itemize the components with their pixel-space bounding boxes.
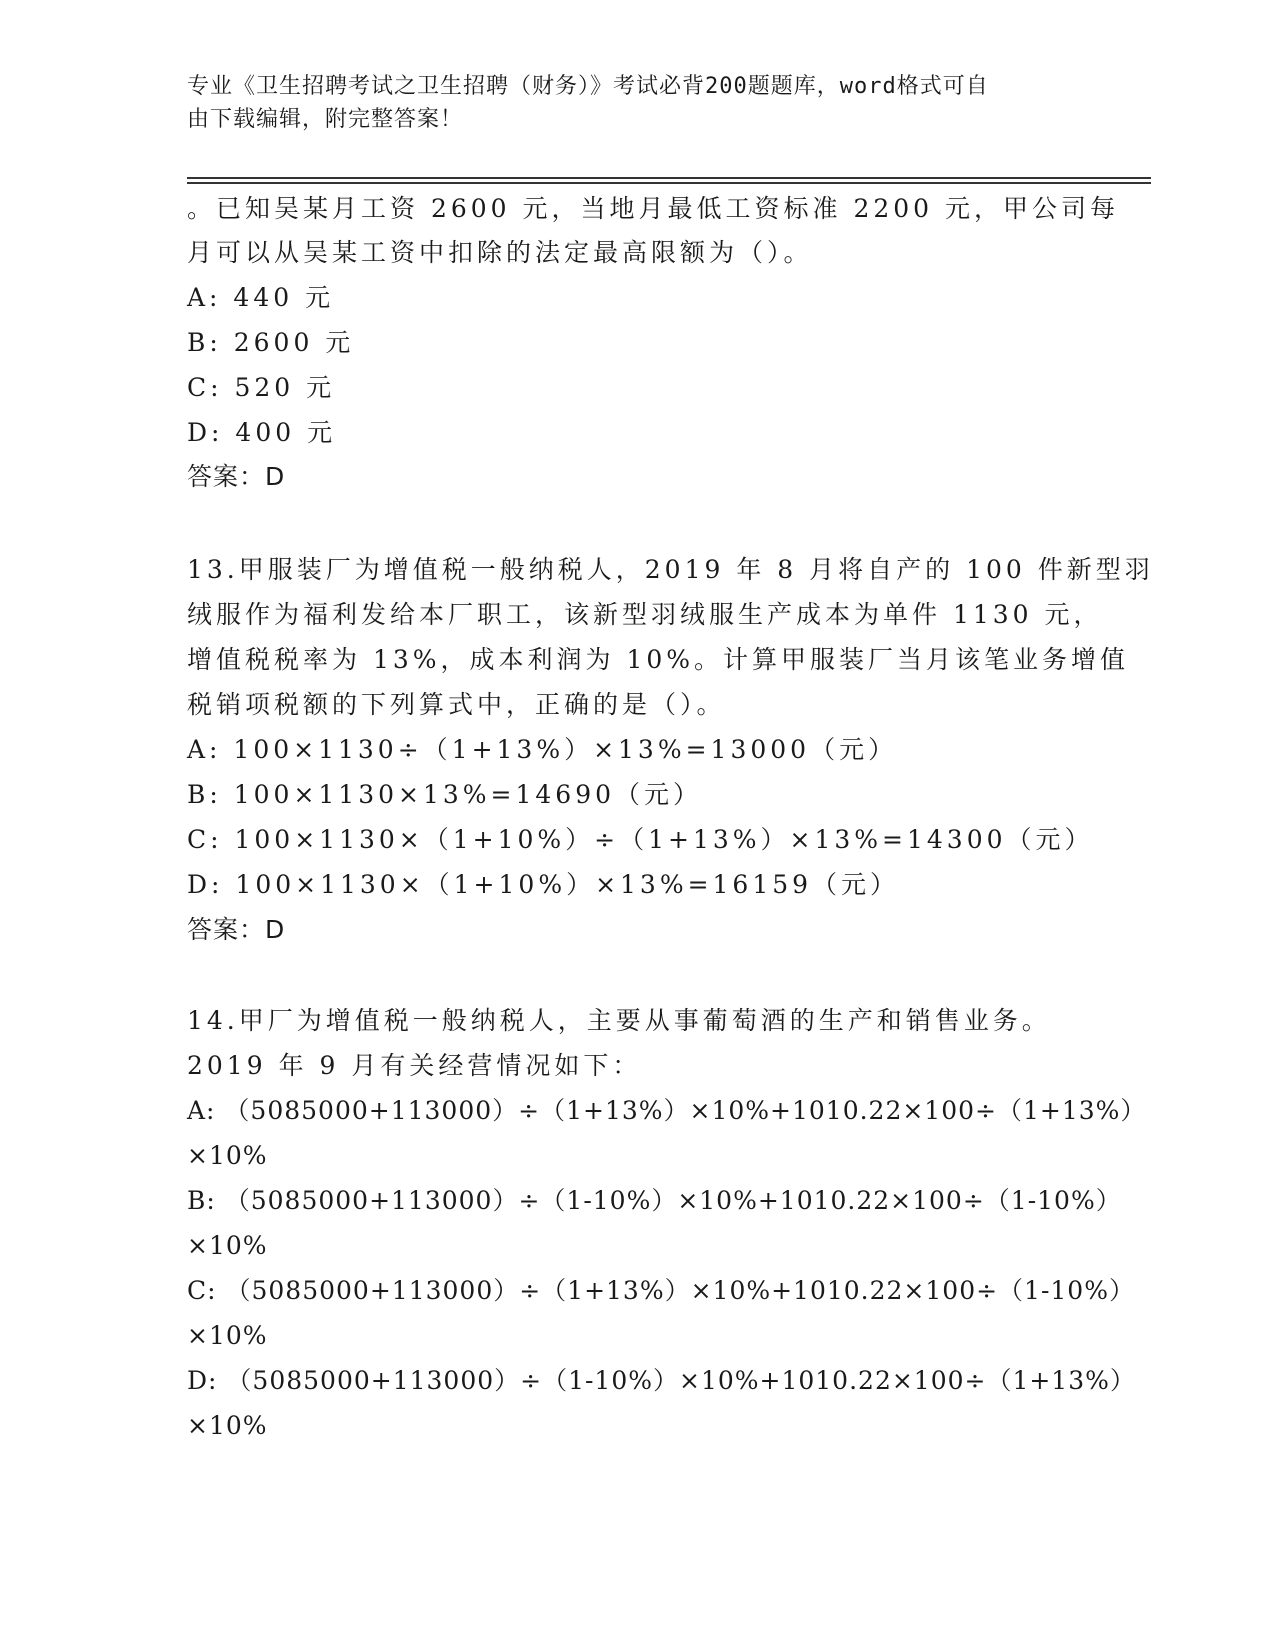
- q12-option-b: B: 2600 元: [187, 328, 355, 357]
- q12-option-c: C: 520 元: [187, 373, 336, 402]
- header-line-1: 专业《卫生招聘考试之卫生招聘（财务）》考试必背200题题库，word格式可自: [187, 74, 989, 99]
- q13-stem-line-3: 增值税税率为 13%，成本利润为 10%。计算甲服装厂当月该笔业务增值: [187, 645, 1130, 674]
- header-divider-top: [187, 177, 1151, 179]
- q14-stem-line-2: 2019 年 9 月有关经营情况如下：: [187, 1051, 642, 1080]
- q13-option-a: A: 100×1130÷（1+13%）×13%=13000（元）: [187, 735, 898, 764]
- q13-stem-line-4: 税销项税额的下列算式中，正确的是（）。: [187, 690, 726, 719]
- q14-option-d-line-2: ×10%: [187, 1411, 268, 1440]
- q14-option-d-line-1: D: （5085000+113000）÷（1-10%）×10%+1010.22×100÷（1+13%）: [187, 1366, 1136, 1395]
- q13-option-c: C: 100×1130×（1+10%）÷（1+13%）×13%=14300（元）: [187, 825, 1094, 854]
- document-header: [187, 70, 1087, 136]
- q14-option-c-line-2: ×10%: [187, 1321, 268, 1350]
- q14-option-c-line-1: C: （5085000+113000）÷（1+13%）×10%+1010.22×100÷（1-10%）: [187, 1276, 1135, 1305]
- q13-stem-line-1: 13.甲服装厂为增值税一般纳税人，2019 年 8 月将自产的 100 件新型羽: [187, 555, 1154, 584]
- q12-option-a: A: 440 元: [187, 283, 335, 312]
- header-line-2: 由下载编辑，附完整答案！: [187, 107, 464, 132]
- q13-option-d: D: 100×1130×（1+10%）×13%=16159（元）: [187, 870, 900, 899]
- header-divider-bottom: [187, 182, 1151, 184]
- q12-option-d: D: 400 元: [187, 418, 337, 447]
- q13-option-b: B: 100×1130×13%=14690（元）: [187, 780, 703, 809]
- q14-option-b-line-2: ×10%: [187, 1231, 268, 1260]
- q13-stem-line-2: 绒服作为福利发给本厂职工，该新型羽绒服生产成本为单件 1130 元，: [187, 600, 1103, 629]
- q14-option-b-line-1: B: （5085000+113000）÷（1-10%）×10%+1010.22×100÷（1-10%）: [187, 1186, 1122, 1215]
- q13-answer: 答案：D: [187, 915, 286, 944]
- q14-stem-line-1: 14.甲厂为增值税一般纳税人，主要从事葡萄酒的生产和销售业务。: [187, 1006, 1051, 1035]
- q12-answer: 答案：D: [187, 462, 286, 491]
- q14-option-a-line-1: A: （5085000+113000）÷（1+13%）×10%+1010.22×100÷（1+13%）: [187, 1096, 1147, 1125]
- q12-stem-line-2: 月可以从吴某工资中扣除的法定最高限额为（）。: [187, 238, 813, 267]
- q12-stem-line-1: 。已知吴某月工资 2600 元，当地月最低工资标准 2200 元，甲公司每: [187, 194, 1120, 223]
- q14-option-a-line-2: ×10%: [187, 1141, 268, 1170]
